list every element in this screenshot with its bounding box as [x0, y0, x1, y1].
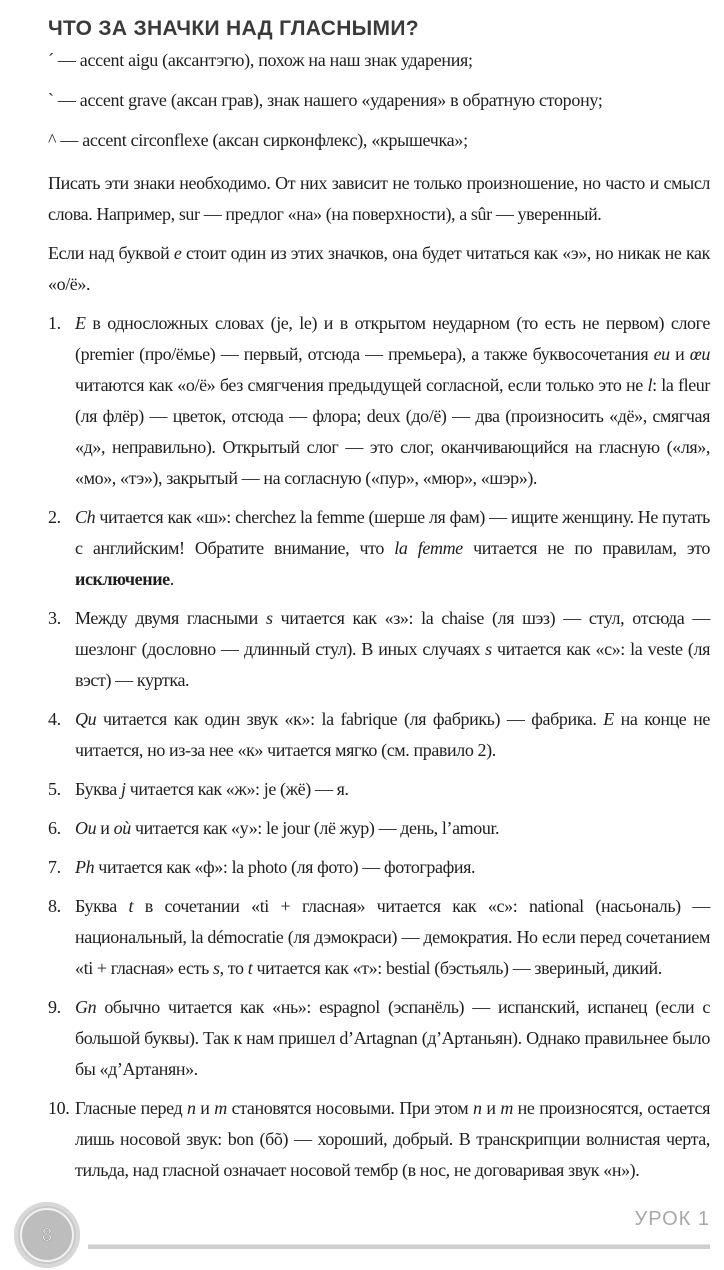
accent-aigu-line: ´ — accent aigu (аксантэгю), похож на наш знак ударения;	[48, 50, 473, 70]
accent-grave-line: ` — accent grave (аксан грав), знак нашего «ударения» в обратную сторону;	[48, 90, 603, 110]
body-paragraphs	[48, 168, 710, 300]
rule-number: 2.	[48, 507, 61, 527]
text-run: в односложных словах (je, le) и в открытом неударном (то есть не первом) слоге (premier (про/ёмье) — первый, отсюда — премьера), а также буквосочетания	[75, 313, 710, 364]
text-run: читается как «с»: la veste (ля вэст) — куртка.	[75, 639, 710, 690]
italic-text: l	[647, 375, 653, 395]
accent-circonflexe-line: ^ — accent circonflexe (аксан сирконфлекс), «крышечка»;	[48, 130, 468, 150]
rule-item	[48, 774, 710, 805]
rule-item	[48, 992, 710, 1085]
page-number-badge	[14, 1202, 80, 1268]
text-run: на конце не читается, но из-за нее «к» читается мягко (см. правило 2).	[75, 709, 711, 760]
italic-text: m	[214, 1098, 227, 1118]
text-run: и	[481, 1098, 501, 1118]
italic-text: e	[173, 243, 182, 263]
rule-item	[48, 1093, 710, 1186]
rule-item	[48, 813, 710, 844]
italic-text: s	[485, 639, 492, 659]
rule-item	[48, 502, 710, 595]
italic-text: s	[265, 608, 273, 628]
text-run: читается как «у»: le jour (лё жур) — день, l’amour.	[130, 818, 500, 838]
text-run: Между двумя гласными	[75, 608, 266, 628]
rule-number: 8.	[48, 896, 61, 916]
text-run: читается как «т»: bestial (бэстьяль) — звериный, дикий.	[252, 958, 662, 978]
italic-text: Ch	[75, 507, 96, 527]
text-run: читается как «ф»: la photo (ля фото) — фотография.	[94, 857, 476, 877]
text-run: Гласные перед	[75, 1098, 187, 1118]
italic-text: t	[247, 958, 253, 978]
italic-text: Gn	[75, 997, 97, 1017]
text-run: : la fleur (ля флёр) — цветок, отсюда — флора; deux (до/ё) — два (произносить «дё», смягчая «д», неправильно). Открытый слог — это слог, оканчивающийся на гласную («ля», «мо», «тэ»), закрытый — на согласную («пур», «мюр», «шэр»).	[75, 375, 710, 488]
italic-text: œu	[689, 344, 710, 364]
rule-number: 9.	[48, 997, 61, 1017]
text-run: читается не по правилам, это	[462, 538, 710, 558]
rules-list	[48, 308, 710, 1186]
rule-number: 4.	[48, 709, 61, 729]
italic-text: la femme	[394, 538, 463, 558]
italic-text: eu	[653, 344, 670, 364]
text-run: не произносятся, остается лишь носовой звук: bon (бõ) — хороший, добрый. В транскрипции волнистая черта, тильда, над гласной означает носовой тембр (в нос, не договаривая звук «н»).	[75, 1098, 710, 1180]
italic-text: n	[472, 1098, 482, 1118]
rule-item	[48, 891, 710, 984]
text-run: стоит один из этих значков, она будет читаться как «э», но никак не как «о/ё».	[48, 243, 710, 294]
page-content	[48, 0, 710, 1186]
rule-item	[48, 603, 710, 696]
rule-item	[48, 704, 710, 766]
text-run: читается как один звук «к»: la fabrique (ля фабрикь) — фабрика.	[96, 709, 604, 729]
italic-text: Qu	[75, 709, 97, 729]
text-run: читается как «ж»: je (жё) — я.	[125, 779, 349, 799]
page-number: 8	[20, 1208, 74, 1262]
italic-text: t	[128, 896, 134, 916]
italic-text: n	[186, 1098, 196, 1118]
text-run: в сочетании «ti + гласная» читается как «с»: national (насьональ) — национальный, la démocratie (ля дэмокраси) — демократия. Но если перед сочетанием «ti + гласная» есть	[75, 896, 710, 978]
accent-list	[48, 48, 710, 152]
italic-text: où	[113, 818, 131, 838]
text-run: Писать эти знаки необходимо. От них зависит не только произношение, но часто и смысл слова. Например, sur — предлог «на» (на поверхности), а sûr — уверенный.	[48, 173, 710, 224]
lesson-label: УРОК 1	[634, 1208, 710, 1230]
text-run: становятся носовыми. При этом	[226, 1098, 473, 1118]
text-run: .	[169, 569, 174, 589]
paragraph	[48, 168, 710, 230]
text-run: читается как «з»: la chaise (ля шэз) — стул, отсюда — шезлонг (дословно — длинный стул). В иных случаях	[75, 608, 711, 659]
italic-text: m	[500, 1098, 513, 1118]
text-run: обычно читается как «нь»: espagnol (эспанёль) — испанский, испанец (если с большой буквы). Так к нам пришел d’Artagnan (д’Артаньян). Однако правильнее было бы «д’Артанян».	[75, 997, 710, 1079]
italic-text: E	[603, 709, 614, 729]
rule-item	[48, 852, 710, 883]
bold-text: исключение	[75, 569, 170, 589]
italic-text: Ph	[75, 857, 95, 877]
text-run: читаются как «о/ё» без смягчения предыдущей согласной, если только это не	[75, 375, 648, 395]
rule-item	[48, 308, 710, 494]
text-run: и	[96, 818, 114, 838]
text-run: Буква	[75, 779, 121, 799]
rule-number: 3.	[48, 608, 61, 628]
footer-divider	[88, 1244, 710, 1249]
italic-text: E	[75, 313, 86, 333]
text-run: и	[195, 1098, 215, 1118]
rule-number: 10.	[48, 1098, 70, 1118]
text-run: Если над буквой	[48, 243, 174, 263]
italic-text: Ou	[75, 818, 97, 838]
text-run: Буква	[75, 896, 129, 916]
rule-number: 7.	[48, 857, 61, 877]
rule-number: 5.	[48, 779, 61, 799]
italic-text: j	[120, 779, 126, 799]
page-footer	[0, 1200, 724, 1270]
text-run: читается как «ш»: cherchez la femme (шерше ля фам) — ищите женщину. Не путать с английским! Обратите внимание, что	[75, 507, 710, 558]
paragraph	[48, 238, 710, 300]
text-run: и	[669, 344, 690, 364]
section-heading: ЧТО ЗА ЗНАЧКИ НАД ГЛАСНЫМИ?	[48, 17, 419, 40]
rule-number: 1.	[48, 313, 61, 333]
text-run: , то	[219, 958, 248, 978]
italic-text: s	[213, 958, 220, 978]
rule-number: 6.	[48, 818, 61, 838]
